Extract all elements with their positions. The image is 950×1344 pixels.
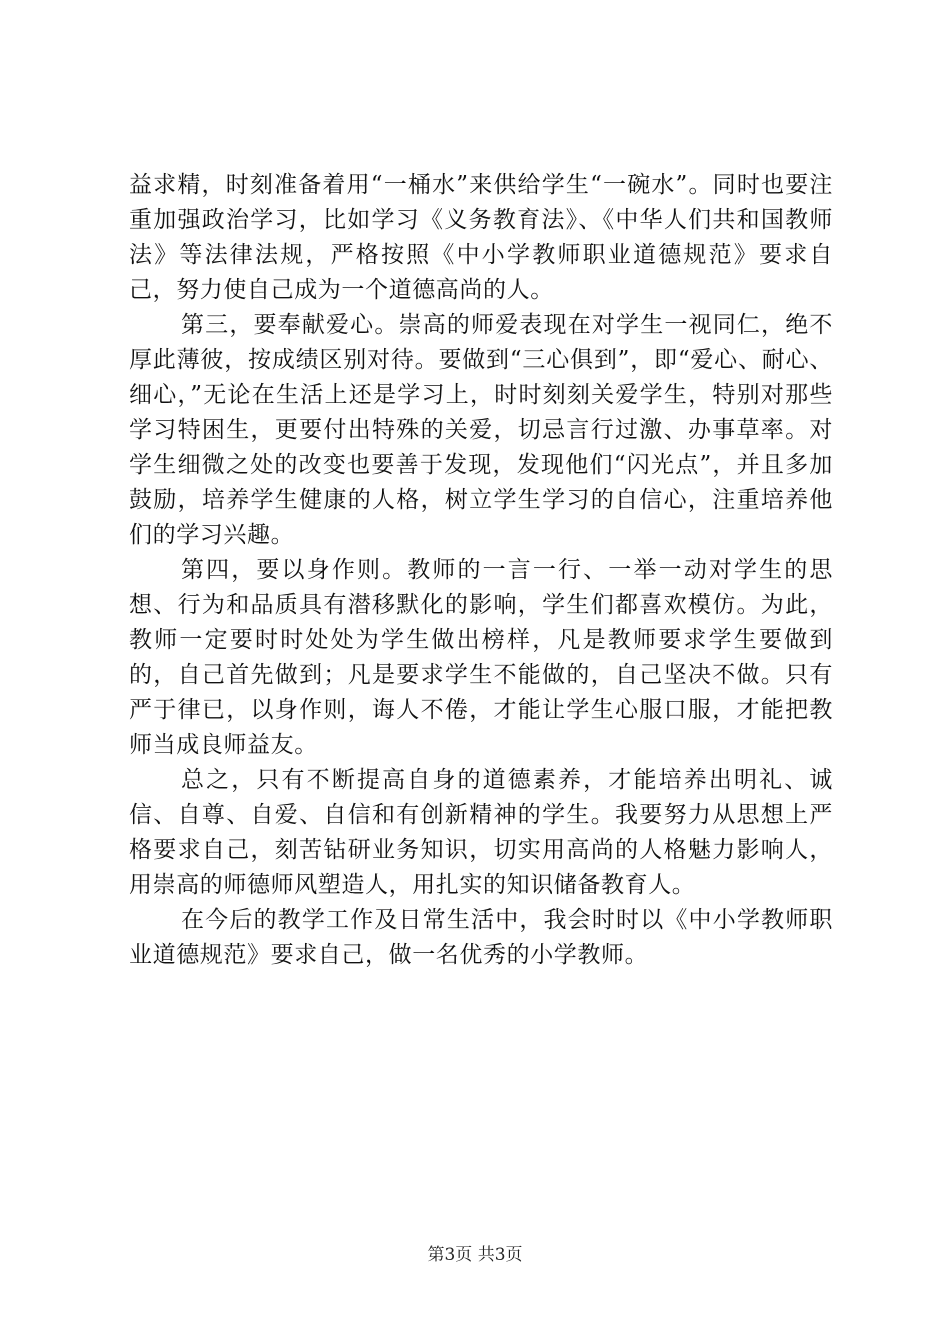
document-body (129, 168, 833, 973)
page-number-footer: 第3页 共3页 (427, 1245, 523, 1265)
paragraph-closing: 在今后的教学工作及日常生活中，我会时时以《中小学教师职业道德规范》要求自己，做一名优秀的小学教师。 (129, 907, 833, 968)
paragraph-summary: 总之，只有不断提高自身的道德素养，才能培养出明礼、诚信、自尊、自爱、自信和有创新精神的学生。我要努力从思想上严格要求自己，刻苦钻研业务知识，切实用高尚的人格魅力影响人，用崇高的师德师风塑造人，用扎实的知识储备教育人。 (129, 767, 833, 898)
paragraph-dedication: 第三，要奉献爱心。崇高的师爱表现在对学生一视同仁，绝不厚此薄彼，按成绩区别对待。要做到“三心俱到”，即“爱心、耐心、细心，”无论在生活上还是学习上，时时刻刻关爱学生，特别对那些学习特困生，更要付出特殊的关爱，切忌言行过激、办事草率。对学生细微之处的改变也要善于发现，发现他们“闪光点”，并且多加鼓励，培养学生健康的人格，树立学生学习的自信心，注重培养他们的学习兴趣。 (129, 312, 833, 548)
paragraph-role-model: 第四，要以身作则。教师的一言一行、一举一动对学生的思想、行为和品质具有潜移默化的影响，学生们都喜欢模仿。为此，教师一定要时时处处为学生做出榜样，凡是教师要求学生要做到的，自己首先做到；凡是要求学生不能做的，自己坚决不做。只有严于律已，以身作则，诲人不倦，才能让学生心服口服，才能把教师当成良师益友。 (129, 557, 833, 758)
paragraph-continuation: 益求精，时刻准备着用“一桶水”来供给学生“一碗水”。同时也要注重加强政治学习，比如学习《义务教育法》、《中华人们共和国教师法》等法律法规，严格按照《中小学教师职业道德规范》要求自己，努力使自己成为一个道德高尚的人。 (129, 172, 833, 303)
